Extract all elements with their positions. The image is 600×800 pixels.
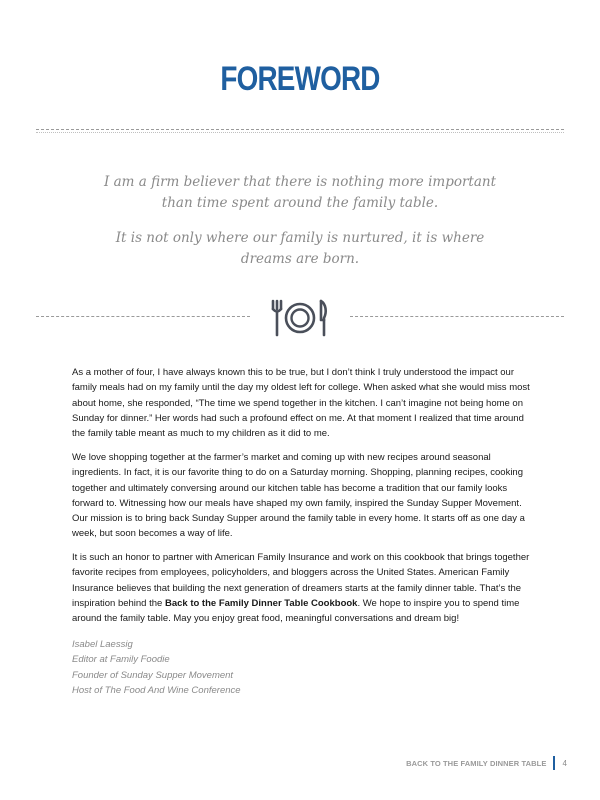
pull-quote-1: I am a firm believer that there is nothing more important than time spent around the family table. [103, 174, 497, 211]
page-number: 4 [562, 758, 567, 768]
section-divider-right [350, 316, 564, 317]
page-footer [406, 756, 567, 770]
cookbook-title-bold: Back to the Family Dinner Table Cookbook [164, 597, 358, 609]
author-role-3: Host of The Food And Wine Conference [72, 684, 241, 696]
body-paragraph-2: We love shopping together at the farmer’s market and coming up with new recipes around seasonal ingredients. In fact, it is our favorite thing to do on a Saturday morning. Shopping, planning recipes, cooking together and ultimately conversing around our kitchen table has become a tradition that our family looks forward to. Witnessing how our meals have shaped my own family, inspired the Sunday Supper Movement. Our mission is to bring back Sunday Supper around the family table in every home. It starts off as one day a week, but soon becomes a way of life. [72, 452, 525, 540]
section-divider-left [36, 316, 250, 317]
plate-fork-knife-icon [270, 298, 330, 338]
footer-separator [553, 756, 555, 770]
author-name: Isabel Laessig [72, 639, 133, 650]
body-paragraph-3 [72, 550, 532, 626]
author-role-2: Founder of Sunday Supper Movement [72, 669, 234, 681]
body-paragraph-1: As a mother of four, I have always known this to be true, but I don’t think I truly understood the impact our family meals had on my family until the day my oldest left for college. When asked what she would miss most about home, she responded, “The time we spend together in the kitchen. I can’t imagine not being home on Sunday for dinner.” Her words had such a profound effect on me. At that moment I realized that time around the family table meant as much to my children as it did to me. [72, 367, 530, 440]
signature-block [72, 637, 241, 698]
top-divider [36, 129, 564, 130]
footer-book-title: BACK TO THE FAMILY DINNER TABLE [406, 758, 547, 768]
page-title: FOREWORD [220, 60, 380, 98]
pull-quote-2: It is not only where our family is nurtured, it is where dreams are born. [115, 230, 485, 267]
author-role-1: Editor at Family Foodie [72, 654, 170, 666]
paragraph-3-text-start: It is such an honor to partner with American Family Insurance and work on this cookbook that brings together favorite recipes from employees, policyholders, and bloggers across the United States. American Family Insurance believes that building the next generation of dreamers starts at the family dinner table. That’s the inspiration behind the [72, 552, 530, 609]
paragraph-3-text-end: . We hope to inspire you to spend time around the family table. May you enjoy great food, meaningful conversations and dream big! [72, 597, 520, 625]
